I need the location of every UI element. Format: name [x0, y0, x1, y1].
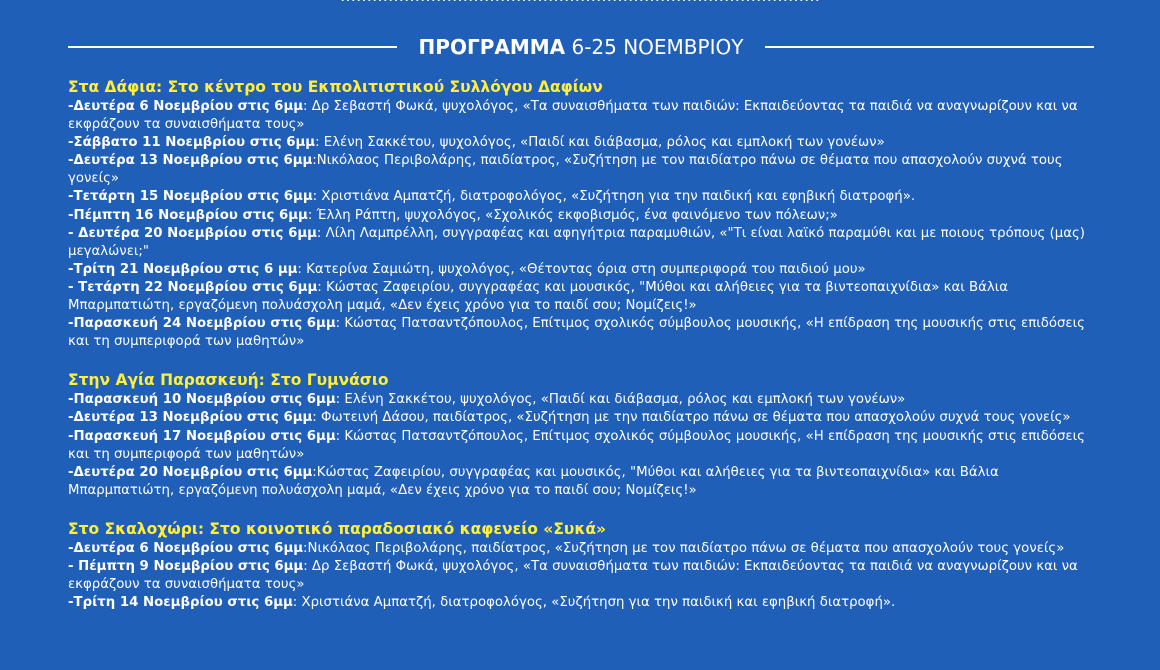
- event-date: -Δευτέρα 6 Νοεμβρίου στις 6μμ: [68, 540, 304, 556]
- event-text: : Ελένη Σακκέτου, ψυχολόγος, «Παιδί και διάβασμα, ρόλος και εμπλοκή των γονέων»: [335, 392, 906, 408]
- event-date: -Παρασκευή 17 Νοεμβρίου στις 6μμ: [68, 428, 336, 444]
- program-header: [68, 34, 1094, 60]
- event-entry: [68, 315, 1098, 351]
- event-entry: [68, 188, 1098, 206]
- event-entry: [68, 594, 1098, 612]
- event-text: : Δρ Σεβαστή Φωκά, ψυχολόγος, «Τα συναισθήματα των παιδιών: Εκπαιδεύοντας τα παιδιά να αναγνωρίζουν και να εκφράζουν τα συναισθήματα τους»: [68, 558, 1078, 593]
- event-text: :Νικόλαος Περιβολάρης, παιδίατρος, «Συζήτηση με τον παιδίατρο πάνω σε θέματα που απασχολούν τους γονείς»: [303, 540, 1065, 556]
- event-date: -Τρίτη 21 Νοεμβρίου στις 6 μμ: [68, 261, 298, 277]
- event-text: : Χριστιάνα Αμπατζή, διατροφολόγος, «Συζήτηση για την παιδική και εφηβική διατροφή».: [312, 189, 916, 205]
- event-text: : Ελένη Σακκέτου, ψυχολόγος, «Παιδί και διάβασμα, ρόλος και εμπλοκή των γονέων»: [315, 135, 885, 151]
- event-date: -Τετάρτη 15 Νοεμβρίου στις 6μμ: [68, 189, 313, 205]
- event-date: -Πέμπτη 16 Νοεμβρίου στις 6μμ: [68, 207, 308, 223]
- event-entry: [68, 261, 1098, 279]
- event-text: : Λίλη Λαμπρέλλη, συγγραφέας και αφηγήτρια παραμυθιών, «"Τι είναι λαϊκό παραμύθι και με ποιους τρόπους (μας) μεγαλώνει;": [68, 225, 1085, 259]
- event-date: -Παρασκευή 24 Νοεμβρίου στις 6μμ: [68, 316, 336, 332]
- event-entry: [68, 409, 1098, 427]
- section-skalochori: [68, 518, 1098, 612]
- section-title: Στα Δάφια: Στο κέντρο του Εκπολιτιστικού Συλλόγου Δαφίων: [68, 78, 603, 96]
- event-date: -Δευτέρα 6 Νοεμβρίου στις 6μμ: [68, 99, 304, 114]
- event-date: - Δευτέρα 20 Νοεμβρίου στις 6μμ: [68, 225, 317, 241]
- event-entry: [68, 464, 1098, 500]
- event-text: : Κώστας Πατσαντζόπουλος, Επίτιμος σχολικός σύμβουλος μουσικής, «Η επίδραση της μουσικής στις επιδόσεις και τη συμπεριφορά των μαθητών»: [68, 316, 1085, 350]
- event-text: :Νικόλαος Περιβολάρης, παιδίατρος, «Συζήτηση με τον παιδίατρο πάνω σε θέματα που απασχολούν συχνά τους γονείς»: [68, 153, 1063, 187]
- program-title-bold: ΠΡΟΓΡΑΜΜΑ: [418, 35, 566, 59]
- event-text: : Δρ Σεβαστή Φωκά, ψυχολόγος, «Τα συναισθήματα των παιδιών: Εκπαιδεύοντας τα παιδιά να αναγνωρίζουν και να εκφράζουν τα συναισθήματα τους»: [68, 99, 1078, 133]
- program-title: [397, 34, 766, 60]
- event-entry: [68, 225, 1098, 261]
- event-text: :Κώστας Ζαφειρίου, συγγραφέας και μουσικός, "Μύθοι και αλήθειες για τα βιντεοπαιχνίδια» και Βάλια Μπαρμπατιώτη, εργαζόμενη πολυάσχολη μαμά, «Δεν έχεις χρόνο για το παιδί σου; Νομίζεις!»: [68, 464, 999, 498]
- event-text: : Κατερίνα Σαμιώτη, ψυχολόγος, «Θέτοντας όρια στη συμπεριφορά του παιδιού μου»: [297, 261, 866, 277]
- event-date: -Δευτέρα 13 Νοεμβρίου στις 6μμ: [68, 410, 313, 426]
- event-entry: [68, 428, 1098, 464]
- left-divider-line: [68, 46, 397, 48]
- right-divider-line: [765, 46, 1094, 48]
- event-text: : Φωτεινή Δάσου, παιδίατρος, «Συζήτηση με την παιδίατρο πάνω σε θέματα που απασχολούν συχνά τους γονείς»: [312, 410, 1071, 426]
- event-entry: [68, 98, 1098, 134]
- event-date: - Πέμπτη 9 Νοεμβρίου στις 6μμ: [68, 558, 304, 574]
- event-text: : Χριστιάνα Αμπατζή, διατροφολόγος, «Συζήτηση για την παιδική και εφηβική διατροφή».: [292, 595, 896, 611]
- section-agia-paraskevi: [68, 369, 1098, 500]
- event-entry: [68, 391, 1098, 409]
- event-entry: [68, 540, 1098, 558]
- event-date: -Παρασκευή 10 Νοεμβρίου στις 6μμ: [68, 392, 336, 408]
- event-text: : Κώστας Πατσαντζόπουλος, Επίτιμος σχολικός σύμβουλος μουσικής, «Η επίδραση της μουσικής στις επιδόσεις και τη συμπεριφορά των μαθητών»: [68, 428, 1085, 462]
- event-text: : Έλλη Ράπτη, ψυχολόγος, «Σχολικός εκφοβισμός, ένα φαινόμενο των πόλεων;»: [307, 207, 838, 223]
- event-entry: [68, 279, 1098, 315]
- event-text: : Κώστας Ζαφειρίου, συγγραφέας και μουσικός, "Μύθοι και αλήθειες για τα βιντεοπαιχνίδια» και Βάλια Μπαρμπατιώτη, εργαζόμενη πολυάσχολη μαμά, «Δεν έχεις χρόνο για το παιδί σου; Νομίζεις!»: [68, 279, 1008, 314]
- program-title-dates: 6-25 ΝΟΕΜΒΡΙΟΥ: [565, 35, 744, 59]
- top-cut-off-text: [200, 0, 960, 6]
- program-content: [68, 76, 1098, 630]
- event-entry: [68, 558, 1098, 594]
- event-entry: [68, 152, 1098, 188]
- event-date: -Δευτέρα 20 Νοεμβρίου στις 6μμ: [68, 464, 313, 480]
- section-title: Στο Σκαλοχώρι: Στο κοινοτικό παραδοσιακό καφενείο «Συκά»: [68, 519, 607, 538]
- section-dafia: [68, 76, 1098, 351]
- event-entry: [68, 207, 1098, 225]
- event-date: -Σάββατο 11 Νοεμβρίου στις 6μμ: [68, 135, 316, 151]
- event-date: - Τετάρτη 22 Νοεμβρίου στις 6μμ: [68, 279, 318, 295]
- event-date: -Τρίτη 14 Νοεμβρίου στις 6μμ: [68, 595, 293, 611]
- event-entry: [68, 134, 1098, 152]
- section-title: Στην Αγία Παρασκευή: Στο Γυμνάσιο: [68, 371, 389, 390]
- event-date: -Δευτέρα 13 Νοεμβρίου στις 6μμ: [68, 153, 313, 169]
